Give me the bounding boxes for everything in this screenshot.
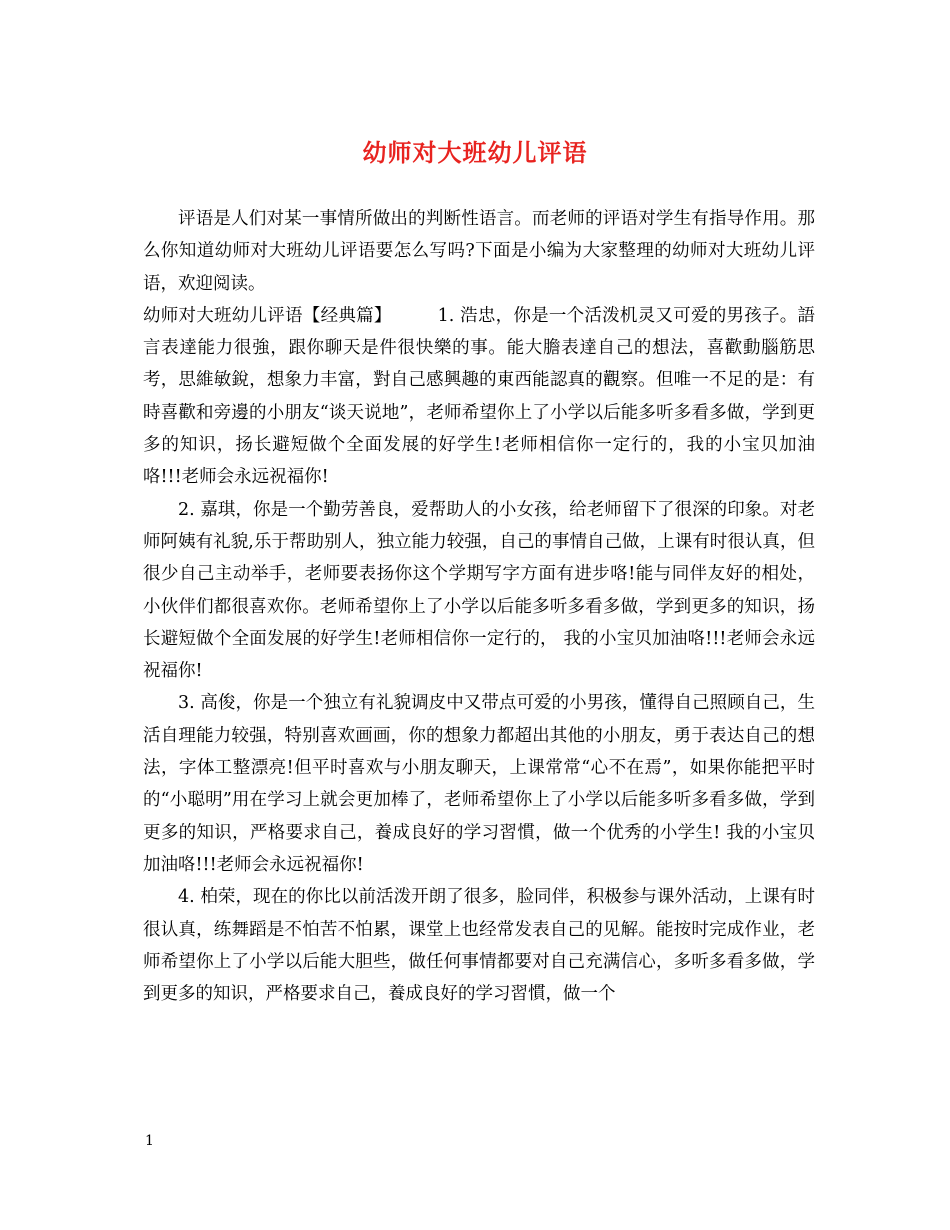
- section-heading: 幼师对大班幼儿评语【经典篇】: [143, 305, 392, 326]
- comment-paragraph-4: 4. 柏荣，现在的你比以前活泼开朗了很多，脸同伴，积极参与课外活动，上课有时很认真，练舞蹈是不怕苦不怕累，课堂上也经常发表自己的见解。能按时完成作业，老师希望你上了小学以后能大胆些，做任何事情都要对自己充满信心，多听多看多做，学到更多的知识，严格要求自己，養成良好的学习習慣，做一个: [143, 887, 815, 1005]
- section-paragraph: [143, 300, 815, 494]
- comment-paragraph-1: 1. 浩忠，你是一个活泼机灵又可爱的男孩子。語言表達能力很強，跟你聊天是件很快樂的事。能大膽表達自己的想法，喜歡動腦筋思考，思維敏銳，想象力丰富，對自己感興趣的東西能認真的觀察。但唯一不足的是：有時喜歡和旁邊的小朋友“谈天说地”，老师希望你上了小学以后能多听多看多做，学到更多的知识，扬长避短做个全面发展的好学生!老师相信你一定行的，我的小宝贝加油咯!!!老师会永远祝福你!: [143, 305, 816, 488]
- comment-paragraph-2: 2. 嘉琪，你是一个勤劳善良，爱帮助人的小女孩，给老师留下了很深的印象。对老师阿姨有礼貌,乐于帮助别人，独立能力较强，自己的事情自己做，上课有时很认真，但很少自己主动举手，老师要表扬你这个学期写字方面有进步咯!能与同伴友好的相处，小伙伴们都很喜欢你。老师希望你上了小学以后能多听多看多做，学到更多的知识，扬长避短做个全面发展的好学生!老师相信你一定行的， 我的小宝贝加油咯!!!老师会永远祝福你!: [143, 499, 815, 682]
- page-number: 1: [145, 1133, 154, 1149]
- document-title: 幼师对大班幼儿评语: [362, 138, 588, 167]
- document-body: [143, 203, 815, 1010]
- intro-paragraph: 评语是人们对某一事情所做出的判断性语言。而老师的评语对学生有指导作用。那么你知道幼师对大班幼儿评语要怎么写吗?下面是小编为大家整理的幼师对大班幼儿评语，欢迎阅读。: [143, 209, 815, 294]
- comment-paragraph-3: 3. 高俊，你是一个独立有礼貌调皮中又带点可爱的小男孩，懂得自己照顾自己，生活自理能力较强，特别喜欢画画，你的想象力都超出其他的小朋友，勇于表达自己的想法，字体工整漂亮!但平时喜欢与小朋友聊天，上课常常“心不在焉”，如果你能把平时的“小聪明”用在学习上就会更加棒了，老师希望你上了小学以后能多听多看多做，学到更多的知识，严格要求自己，養成良好的学习習慣，做一个优秀的小学生! 我的小宝贝加油咯!!!老师会永远祝福你!: [143, 693, 815, 875]
